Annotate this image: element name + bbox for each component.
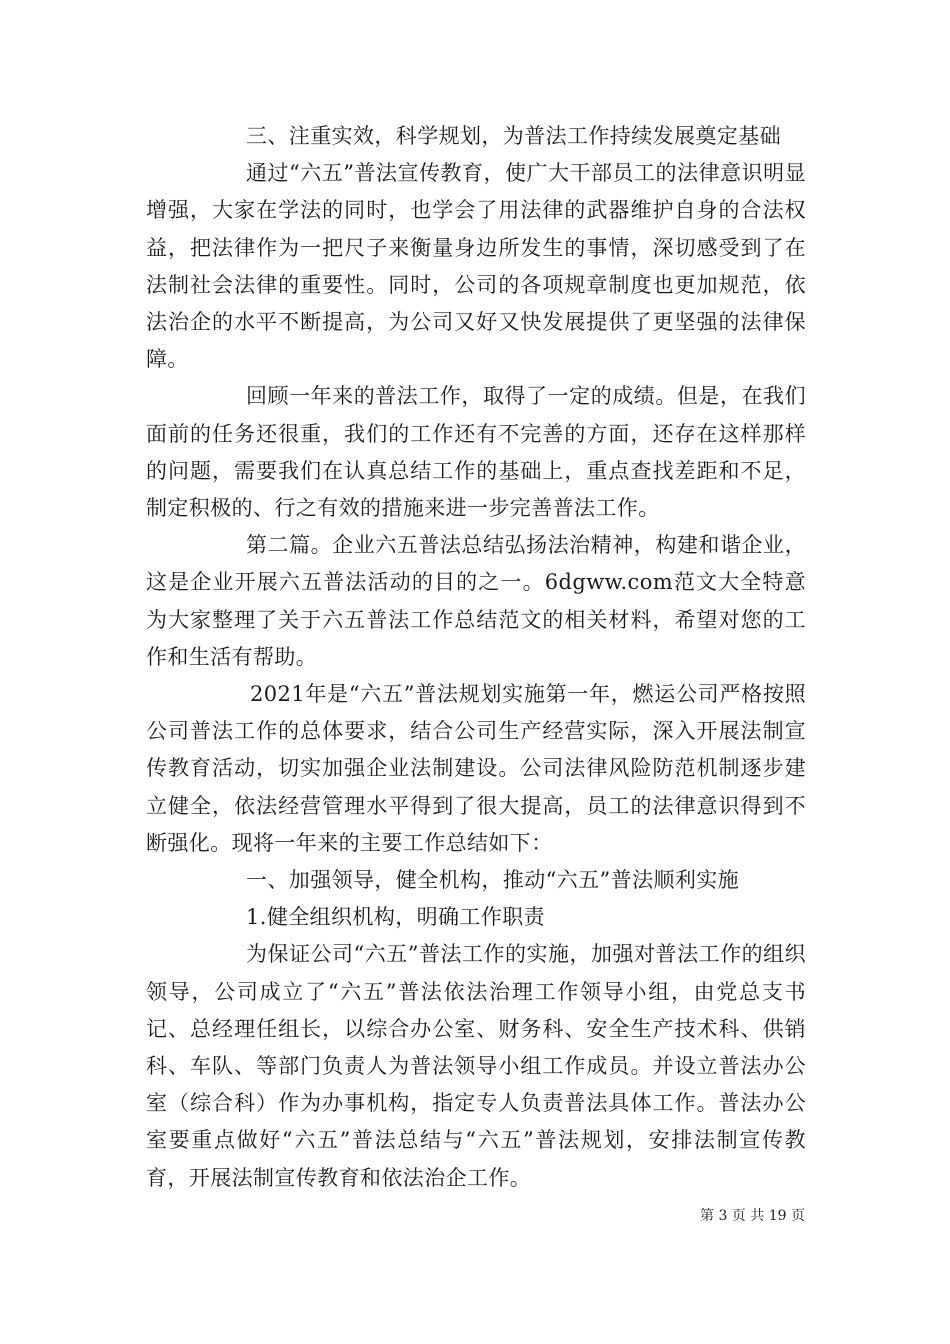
section-heading-one: 一、加强领导，健全机构，推动“六五”普法顺利实施	[246, 868, 740, 893]
page-number-footer: 第 3 页 共 19 页	[700, 1208, 805, 1224]
paragraph-review: 回顾一年来的普法工作，取得了一定的成绩。但是，在我们面前的任务还很重，我们的工作还有不完善的方面，还存在这样那样的问题，需要我们在认真总结工作的基础上，重点查找差距和不足，制定积极的、行之有效的措施来进一步完善普法工作。	[146, 384, 806, 521]
paragraph-legal-awareness: 通过“六五”普法宣传教育，使广大干部员工的法律意识明显增强，大家在学法的同时，也学会了用法律的武器维护自身的合法权益，把法律作为一把尺子来衡量身边所发生的事情，深切感受到了在法制社会法律的重要性。同时，公司的各项规章制度也更加规范，依法治企的水平不断提高，为公司又好又快发展提供了更坚强的法律保障。	[146, 161, 806, 372]
paragraph-organization: 为保证公司“六五”普法工作的实施，加强对普法工作的组织领导，公司成立了“六五”普法依法治理工作领导小组，由党总支书记、总经理任组长，以综合办公室、财务科、安全生产技术科、供销科、车队、等部门负责人为普法领导小组工作成员。并设立普法办公室（综合科）作为办事机构，指定专人负责普法具体工作。普法办公室要重点做好“六五”普法总结与“六五”普法规划，安排法制宣传教育，开展法制宣传教育和依法治企工作。	[146, 942, 806, 1190]
subsection-heading-1: 1.健全组织机构，明确工作职责	[246, 905, 546, 930]
paragraph-year-summary: 2021年是“六五”普法规划实施第一年，燃运公司严格按照公司普法工作的总体要求，结合公司生产经营实际，深入开展法制宣传教育活动，切实加强企业法制建设。公司法律风险防范机制逐步建立健全，依法经营管理水平得到了很大提高，员工的法律意识得到不断强化。现将一年来的主要工作总结如下：	[146, 682, 806, 855]
section-heading-three: 三、注重实效，科学规划，为普法工作持续发展奠定基础	[246, 124, 781, 148]
paragraph-second-article: 第二篇。企业六五普法总结弘扬法治精神，构建和谐企业，这是企业开展六五普法活动的目的之一。6dgww.com范文大全特意为大家整理了关于六五普法工作总结范文的相关材料，希望对您的工作和生活有帮助。	[146, 533, 806, 669]
document-body	[146, 118, 806, 1197]
